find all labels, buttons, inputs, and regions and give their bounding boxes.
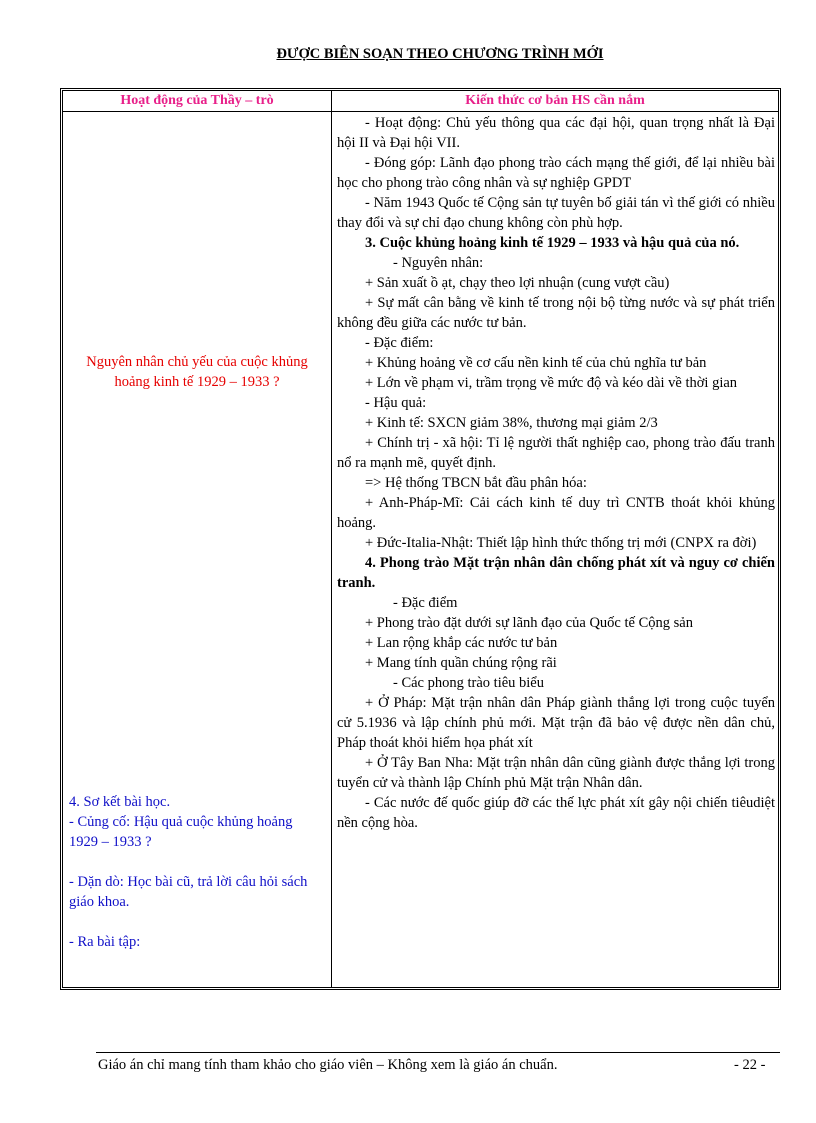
knowledge-content — [337, 113, 775, 833]
cause-imbalance: + Sự mất cân bằng về kinh tế trong nội bộ từng nước và sự phát triển không đều giữa các nước tư bản. — [337, 295, 775, 331]
movement-spread: + Lan rộng khắp các nước tư bản — [365, 635, 558, 651]
lesson-table — [60, 88, 781, 990]
header-divider — [63, 111, 778, 112]
france-movement: + Ở Pháp: Mặt trận nhân dân Pháp giành thắng lợi trong cuộc tuyển cử 5.1936 và lập chính phủ mới. Mặt trận đã bảo vệ được nền dân chủ, Pháp thoát khỏi hiểm họa phát xít — [337, 695, 775, 751]
consequence-economy: + Kinh tế: SXCN giảm 38%, thương mại giảm 2/3 — [365, 415, 658, 431]
column-divider — [331, 91, 332, 987]
homework-instruction: - Dặn dò: Học bài cũ, trả lời câu hỏi sách giáo khoa. — [69, 874, 308, 910]
spacer-line — [69, 852, 325, 872]
page-number: - 22 - — [734, 1057, 766, 1073]
section-4-heading: 4. Phong trào Mặt trận nhân dân chống phát xít và nguy cơ chiến tranh. — [337, 555, 775, 591]
tbcn-division: => Hệ thống TBCN bắt đầu phân hóa: — [365, 475, 587, 491]
exercise-assignment: - Ra bài tập: — [69, 934, 141, 950]
comintern-activity: - Hoạt động: Chủ yếu thông qua các đại hội, quan trọng nhất là Đại hội II và Đại hội VII. — [337, 115, 775, 151]
spain-movement: + Ở Tây Ban Nha: Mặt trận nhân dân cũng giành được thắng lợi trong tuyển cử và thành lập Chính phủ Mặt trận Nhân dân. — [337, 755, 775, 791]
crisis-cause-question: Nguyên nhân chủ yếu của cuộc khủng hoảng kinh tế 1929 – 1933 ? — [86, 354, 308, 390]
duc-italia-nhat: + Đức-Italia-Nhật: Thiết lập hình thức thống trị mới (CNPX ra đời) — [365, 535, 757, 551]
page-header-title: ĐƯỢC BIÊN SOẠN THEO CHƯƠNG TRÌNH MỚI — [276, 46, 604, 62]
review-heading: 4. Sơ kết bài học. — [69, 794, 171, 810]
footer-divider — [96, 1052, 780, 1053]
consolidation-question: - Củng cố: Hậu quả cuộc khủng hoảng 1929 – 1933 ? — [69, 814, 293, 850]
feature-structure: + Khủng hoảng về cơ cấu nền kinh tế của chủ nghĩa tư bản — [365, 355, 707, 371]
feature-scope: + Lớn về phạm vi, trầm trọng về mức độ và kéo dài về thời gian — [365, 375, 738, 391]
spacer-line — [69, 912, 325, 932]
section-3-heading: 3. Cuộc khủng hoảng kinh tế 1929 – 1933 và hậu quả của nó. — [365, 235, 740, 251]
teacher-student-column-header: Hoạt động của Thầy – trò — [120, 93, 274, 108]
comintern-dissolution: - Năm 1943 Quốc tế Cộng sản tự tuyên bố giải tán vì thế giới có nhiều thay đổi và sự chỉ đạo chung không còn phù hợp. — [337, 195, 775, 231]
movement-leadership: + Phong trào đặt dưới sự lãnh đạo của Quốc tế Cộng sản — [365, 615, 693, 631]
footer-note: Giáo án chỉ mang tính tham khảo cho giáo viên – Không xem là giáo án chuẩn. — [98, 1057, 558, 1073]
typical-movements-label: - Các phong trào tiêu biểu — [393, 675, 544, 691]
imperialist-intervention: - Các nước đế quốc giúp đỡ các thế lực phát xít gây nội chiến tiêudiệt nền cộng hòa. — [337, 795, 775, 831]
movement-mass: + Mang tính quần chúng rộng rãi — [365, 655, 557, 671]
cause-overproduction: + Sản xuất ồ ạt, chạy theo lợi nhuận (cung vượt cầu) — [365, 275, 670, 291]
movement-features-label: - Đặc điểm — [393, 595, 458, 611]
causes-label: - Nguyên nhân: — [393, 255, 484, 271]
consequence-politics: + Chính trị - xã hội: Tỉ lệ người thất nghiệp cao, phong trào đấu tranh nổ ra mạnh mẽ, quyết định. — [337, 435, 775, 471]
features-label: - Đặc điểm: — [365, 335, 434, 351]
lesson-review-block — [63, 792, 331, 952]
knowledge-column-header: Kiến thức cơ bản HS cần nắm — [465, 93, 645, 108]
consequences-label: - Hậu quả: — [365, 395, 427, 411]
anh-phap-mi: + Anh-Pháp-Mĩ: Cải cách kinh tế duy trì CNTB thoát khỏi khủng hoảng. — [337, 495, 775, 531]
comintern-contribution: - Đóng góp: Lãnh đạo phong trào cách mạng thế giới, để lại nhiều bài học cho phong trào công nhân và sự nghiệp GPDT — [337, 155, 775, 191]
